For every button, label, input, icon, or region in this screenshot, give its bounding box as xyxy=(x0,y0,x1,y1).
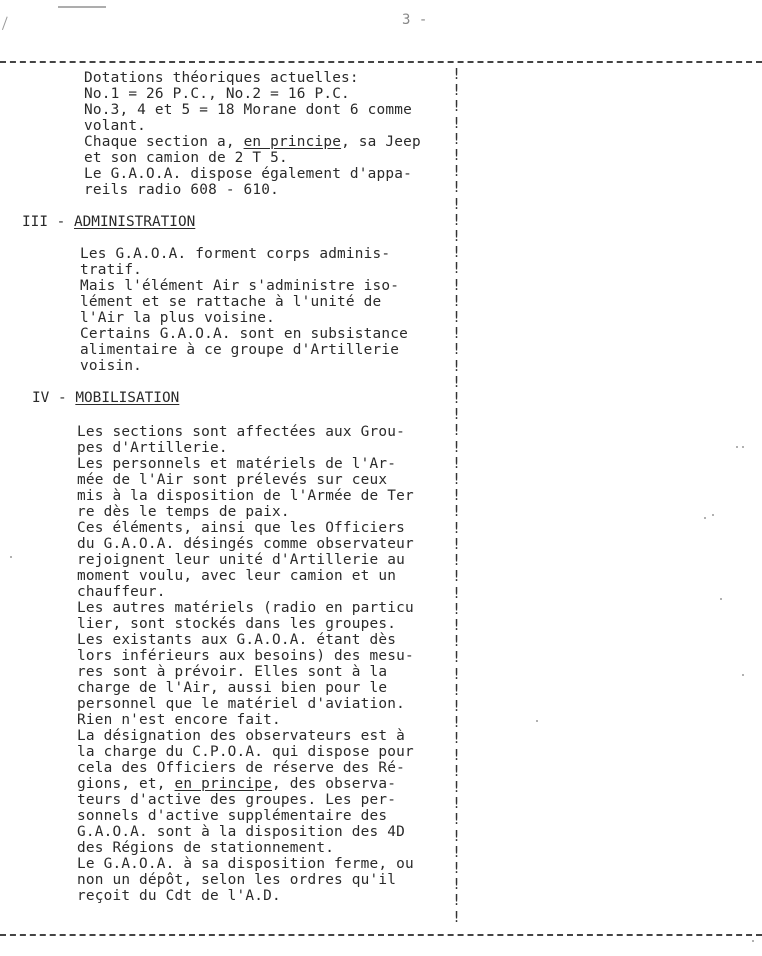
scan-speck xyxy=(736,446,738,448)
section4-line: teurs d'active des groupes. Les per- xyxy=(77,792,397,808)
intro-line: Le G.A.O.A. dispose également d'appa- xyxy=(84,166,412,182)
section4-line: non un dépôt, selon les ordres qu'il xyxy=(77,872,397,888)
intro-line: Dotations théoriques actuelles: xyxy=(84,70,359,86)
section4-line: lors inférieurs aux besoins) des mesu- xyxy=(77,648,414,664)
section-heading-administration xyxy=(22,214,195,230)
section4-line: cela des Officiers de réserve des Ré- xyxy=(77,760,405,776)
top-smudge xyxy=(58,0,106,8)
underlined-phrase: en principe xyxy=(243,134,342,150)
underlined-phrase: en principe xyxy=(174,776,273,792)
scan-speck xyxy=(742,674,744,676)
section4-line: mée de l'Air sont prélevés sur ceux xyxy=(77,472,388,488)
section4-line: mis à la disposition de l'Armée de Ter xyxy=(77,488,414,504)
intro-line: et son camion de 2 T 5. xyxy=(84,150,288,166)
section4-line: la charge du C.P.O.A. qui dispose pour xyxy=(77,744,414,760)
section4-line: des Régions de stationnement. xyxy=(77,840,335,856)
intro-line: volant. xyxy=(84,118,147,134)
section3-line: Mais l'élément Air s'administre iso- xyxy=(80,278,400,294)
section4-line: Les autres matériels (radio en particu xyxy=(77,600,414,616)
section4-line: chauffeur. xyxy=(77,584,166,600)
intro-line-text: Chaque section a, xyxy=(84,134,244,150)
corner-mark xyxy=(2,17,17,34)
top-dashed-rule xyxy=(0,61,762,63)
section4-line: G.A.O.A. sont à la disposition des 4D xyxy=(77,824,405,840)
section4-line: du G.A.O.A. désingés comme observateur xyxy=(77,536,414,552)
scan-speck xyxy=(10,556,12,558)
vertical-margin-rule: ! ! ! ! ! ! ! ! ! ! ! ! ! ! ! ! ! ! ! ! ! ! ! ! ! ! ! ! ! ! ! ! ! ! ! ! ! ! ! ! ! ! ! ! ! ! ! ! ! ! ! ! ! xyxy=(452,65,462,926)
intro-line xyxy=(84,134,421,150)
bottom-dashed-rule xyxy=(0,934,762,936)
section3-line: tratif. xyxy=(80,262,143,278)
scan-speck xyxy=(712,514,714,516)
intro-line: No.3, 4 et 5 = 18 Morane dont 6 comme xyxy=(84,102,412,118)
scan-speck xyxy=(536,720,538,722)
section4-line: Les sections sont affectées aux Grou- xyxy=(77,424,405,440)
section4-line: charge de l'Air, aussi bien pour le xyxy=(77,680,388,696)
section4-line: Les personnels et matériels de l'Ar- xyxy=(77,456,397,472)
section3-line: l'Air la plus voisine. xyxy=(80,310,276,326)
section4-line: personnel que le matériel d'aviation. xyxy=(77,696,405,712)
section3-line: Certains G.A.O.A. sont en subsistance xyxy=(80,326,408,342)
section4-line-text: , des observa- xyxy=(272,776,397,792)
section-number: IV - xyxy=(32,390,76,406)
section4-line: reçoit du Cdt de l'A.D. xyxy=(77,888,281,904)
scan-speck xyxy=(752,940,754,942)
page-number: 3 - xyxy=(402,12,428,28)
scan-speck xyxy=(742,446,744,448)
section-title: MOBILISATION xyxy=(75,390,180,406)
section3-line: Les G.A.O.A. forment corps adminis- xyxy=(80,246,391,262)
section4-line: moment voulu, avec leur camion et un xyxy=(77,568,397,584)
section4-line: re dès le temps de paix. xyxy=(77,504,290,520)
section4-line: Ces éléments, ainsi que les Officiers xyxy=(77,520,405,536)
section4-line-text: gions, et, xyxy=(77,776,175,792)
section4-line: res sont à prévoir. Elles sont à la xyxy=(77,664,388,680)
intro-line-text: , sa Jeep xyxy=(341,134,421,150)
section3-line: voisin. xyxy=(80,358,143,374)
section3-line: alimentaire à ce groupe d'Artillerie xyxy=(80,342,400,358)
intro-line: reils radio 608 - 610. xyxy=(84,182,280,198)
scan-speck xyxy=(720,598,722,600)
section-heading-mobilisation xyxy=(32,390,179,406)
section-number: III - xyxy=(22,214,74,230)
section4-line: rejoignent leur unité d'Artillerie au xyxy=(77,552,405,568)
section4-line: Les existants aux G.A.O.A. étant dès xyxy=(77,632,397,648)
section4-line xyxy=(77,776,396,792)
section4-line: pes d'Artillerie. xyxy=(77,440,228,456)
section4-line: Le G.A.O.A. à sa disposition ferme, ou xyxy=(77,856,414,872)
scan-speck xyxy=(704,517,706,519)
section4-line: lier, sont stockés dans les groupes. xyxy=(77,616,397,632)
section-title: ADMINISTRATION xyxy=(73,214,196,230)
section4-line: Rien n'est encore fait. xyxy=(77,712,281,728)
section4-line: La désignation des observateurs est à xyxy=(77,728,405,744)
intro-line: No.1 = 26 P.C., No.2 = 16 P.C. xyxy=(84,86,350,102)
section3-line: lément et se rattache à l'unité de xyxy=(80,294,382,310)
section4-line: sonnels d'active supplémentaire des xyxy=(77,808,388,824)
